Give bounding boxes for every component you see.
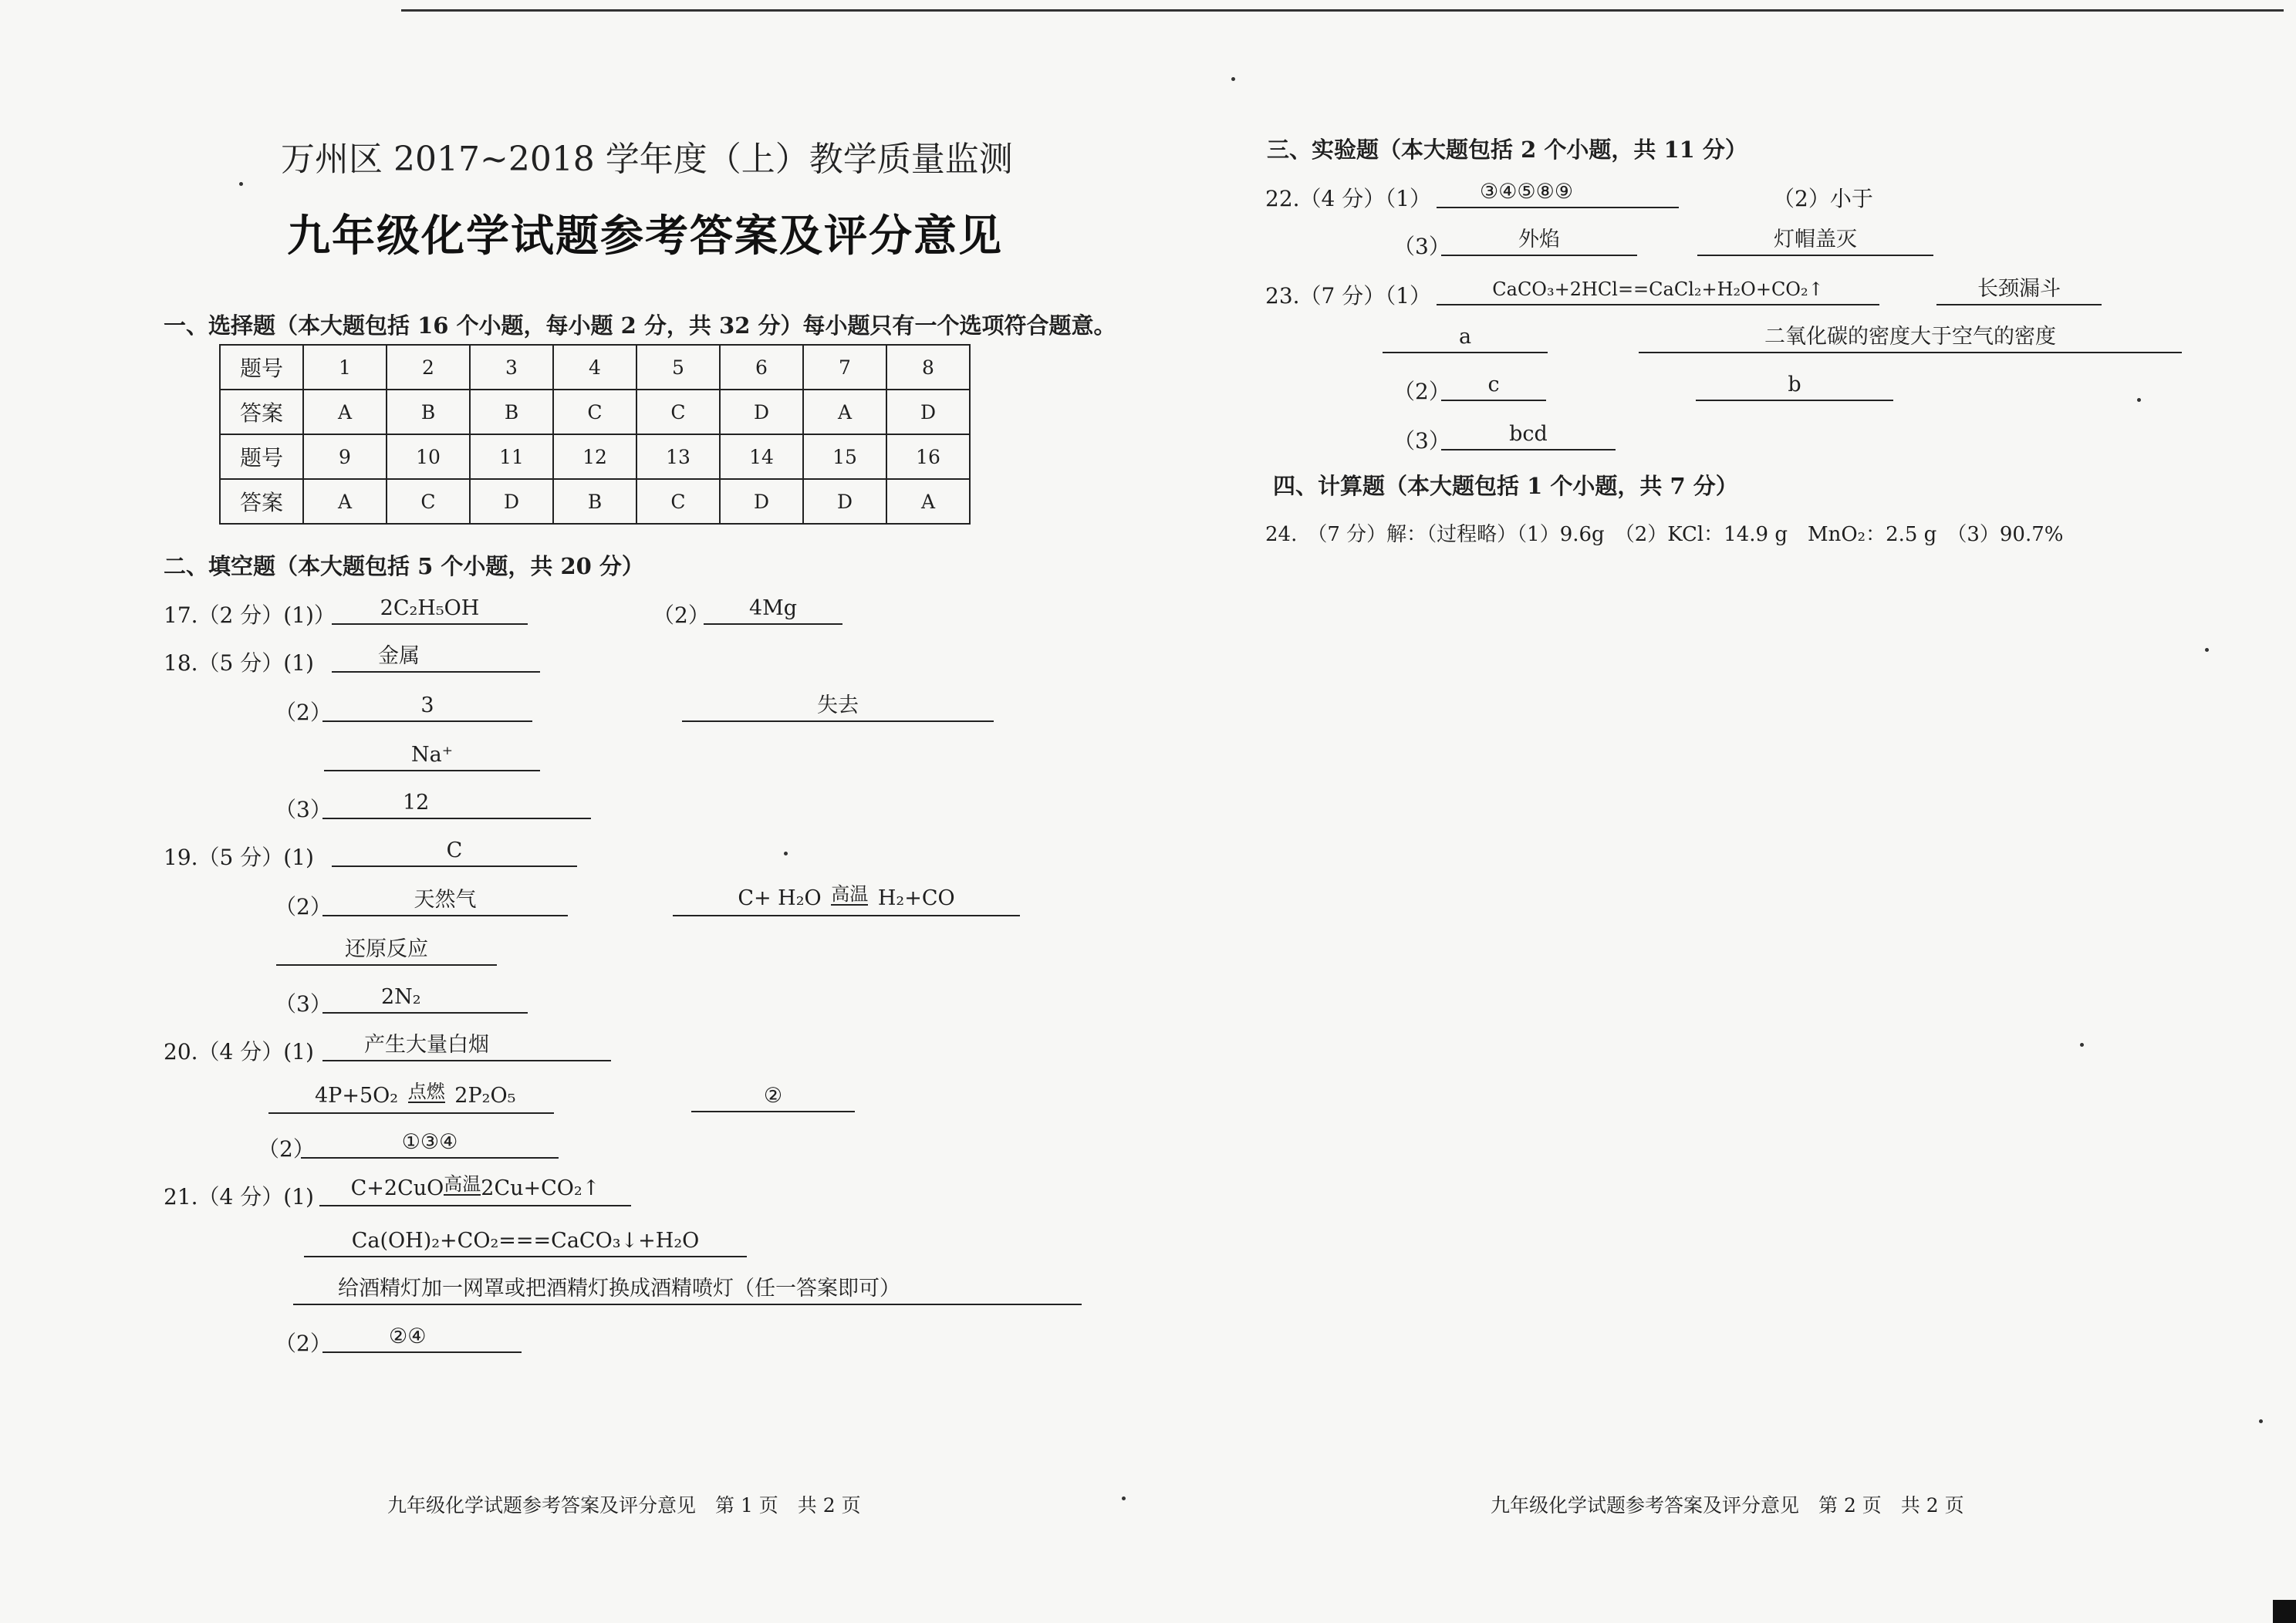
q19-answer-2b-equation (673, 879, 1020, 916)
scan-speck (2259, 1419, 2263, 1423)
q23-part3-label: （3） (1393, 428, 1450, 454)
table-cell: 13 (636, 434, 720, 479)
equation-products: 2Cu+CO₂↑ (481, 1176, 600, 1200)
table-cell: A (303, 390, 387, 434)
q22-answer-3b: 灯帽盖灭 (1697, 227, 1933, 256)
table-cell: D (803, 479, 886, 524)
reaction-condition: 点燃 (407, 1081, 445, 1102)
section-1-heading: 一、选择题（本大题包括 16 个小题，每小题 2 分，共 32 分）每小题只有一个选项符合题意。 (164, 312, 1116, 339)
q22-part2-answer: （2）小于 (1773, 186, 1873, 211)
q22-part3-label: （3） (1393, 234, 1450, 259)
table-cell: 12 (553, 434, 636, 479)
table-cell: 4 (553, 345, 636, 390)
section-2-heading: 二、填空题（本大题包括 5 个小题，共 20 分） (164, 553, 644, 579)
q18-answer-2b: 失去 (682, 693, 994, 722)
row-label-question: 题号 (220, 345, 303, 390)
q18-answer-3: 12 (322, 790, 591, 819)
equation-reactants: 4P+5O₂ (315, 1084, 399, 1108)
table-cell: 5 (636, 345, 720, 390)
table-cell: 2 (387, 345, 470, 390)
table-cell: C (636, 479, 720, 524)
q23-answer-1b: 长颈漏斗 (1936, 276, 2102, 305)
q17-answer-1: 2C₂H₅OH (332, 596, 528, 625)
q18-answer-2a: 3 (322, 693, 532, 722)
table-cell: 14 (720, 434, 803, 479)
table-row (220, 479, 970, 524)
table-cell: C (636, 390, 720, 434)
q18-answer-1: 金属 (332, 643, 540, 673)
q18-answer-2c: Na⁺ (324, 742, 540, 771)
table-row (220, 434, 970, 479)
q23-answer-1c: a (1383, 324, 1548, 353)
multiple-choice-answer-table (219, 344, 971, 525)
table-cell: 16 (886, 434, 970, 479)
q19-answer-2c: 还原反应 (276, 936, 497, 966)
q20-answer-1b-equation (268, 1077, 554, 1114)
equation-products: H₂+CO (877, 886, 955, 910)
table-cell: 6 (720, 345, 803, 390)
q19-part2-label: （2） (275, 894, 332, 919)
equation-reactants: C+2CuO (350, 1176, 444, 1200)
q22-answer-1: ③④⑤⑧⑨ (1437, 179, 1679, 208)
q23-answer-3: bcd (1441, 421, 1616, 450)
scan-speck (2137, 398, 2141, 402)
q20-part2-label: （2） (258, 1136, 315, 1162)
q22-label: 22.（4 分）（1） (1265, 186, 1432, 211)
table-cell: 7 (803, 345, 886, 390)
q21-answer-1b: Ca(OH)₂+CO₂===CaCO₃↓+H₂O (304, 1228, 747, 1257)
q17-answer-2: 4Mg (704, 596, 842, 625)
q17-part2-label: （2） (653, 602, 710, 628)
q23-label: 23.（7 分）（1） (1265, 283, 1432, 309)
q21-label: 21.（4 分）(1) (164, 1184, 314, 1210)
q21-part2-label: （2） (275, 1331, 332, 1356)
row-label-question: 题号 (220, 434, 303, 479)
equation-products: 2P₂O₅ (454, 1084, 516, 1108)
exam-subtitle: 万州区 2017~2018 学年度（上）教学质量监测 (281, 140, 1013, 179)
q22-answer-3a: 外焰 (1441, 227, 1637, 256)
table-row (220, 345, 970, 390)
section-3-heading: 三、实验题（本大题包括 2 个小题，共 11 分） (1267, 137, 1747, 163)
table-cell: B (387, 390, 470, 434)
table-cell: 9 (303, 434, 387, 479)
table-cell: 11 (470, 434, 553, 479)
table-cell: A (886, 479, 970, 524)
reaction-condition: 高温 (444, 1173, 481, 1195)
q19-label: 19.（5 分）(1) (164, 845, 314, 870)
scan-speck (2205, 648, 2209, 652)
q19-part3-label: （3） (275, 991, 332, 1017)
row-label-answer: 答案 (220, 479, 303, 524)
q23-answer-1: CaCO₃+2HCl==CaCl₂+H₂O+CO₂↑ (1437, 276, 1879, 305)
section-4-heading: 四、计算题（本大题包括 1 个小题，共 7 分） (1273, 473, 1738, 499)
table-cell: B (470, 390, 553, 434)
table-cell: 10 (387, 434, 470, 479)
table-cell: D (470, 479, 553, 524)
q20-answer-1: 产生大量白烟 (322, 1032, 611, 1061)
q24-answer: 24. （7 分）解：（过程略）（1）9.6g （2）KCl：14.9 g MnO₂：2.5 g （3）90.7% (1265, 523, 2064, 546)
q23-part2-label: （2） (1393, 379, 1450, 404)
table-cell: D (886, 390, 970, 434)
page-2 (1148, 0, 2296, 1623)
table-cell: D (720, 390, 803, 434)
scan-speck (784, 852, 788, 855)
page-1-footer: 九年级化学试题参考答案及评分意见 第 1 页 共 2 页 (387, 1494, 861, 1517)
row-label-answer: 答案 (220, 390, 303, 434)
table-cell: C (553, 390, 636, 434)
table-cell: C (387, 479, 470, 524)
q18-part2-label: （2） (275, 700, 332, 725)
table-cell: B (553, 479, 636, 524)
q18-label: 18.（5 分）(1) (164, 650, 314, 676)
scan-corner-mark (2273, 1600, 2296, 1623)
equation-reactants: C+ H₂O (738, 886, 822, 910)
table-cell: A (803, 390, 886, 434)
q20-label: 20.（4 分）(1) (164, 1039, 314, 1065)
q20-answer-1c: ② (691, 1083, 855, 1112)
q19-answer-2a: 天然气 (322, 887, 568, 916)
q23-answer-1d: 二氧化碳的密度大于空气的密度 (1639, 324, 2182, 353)
q19-answer-1: C (332, 838, 577, 867)
q21-answer-1c: 给酒精灯加一网罩或把酒精灯换成酒精喷灯（任一答案即可） (293, 1276, 1082, 1305)
document-title: 九年级化学试题参考答案及评分意见 (287, 211, 1003, 262)
q23-answer-2a: c (1441, 372, 1546, 401)
table-cell: 15 (803, 434, 886, 479)
table-cell: A (303, 479, 387, 524)
table-cell: 3 (470, 345, 553, 390)
q17-label: 17.（2 分）(1)） (164, 602, 336, 628)
table-cell: 1 (303, 345, 387, 390)
q20-answer-2: ①③④ (301, 1129, 559, 1159)
q21-answer-2: ②④ (322, 1324, 522, 1353)
page-2-footer: 九年级化学试题参考答案及评分意见 第 2 页 共 2 页 (1491, 1494, 1964, 1517)
table-cell: D (720, 479, 803, 524)
scan-speck (2080, 1043, 2084, 1047)
table-cell: 8 (886, 345, 970, 390)
scan-speck (1122, 1496, 1126, 1500)
q21-answer-1-equation (319, 1169, 631, 1206)
q19-answer-3: 2N₂ (322, 984, 528, 1014)
scan-speck (239, 182, 243, 186)
table-row (220, 390, 970, 434)
q18-part3-label: （3） (275, 797, 332, 822)
scan-speck (1231, 77, 1235, 81)
reaction-condition: 高温 (831, 883, 869, 905)
q23-answer-2b: b (1696, 372, 1893, 401)
